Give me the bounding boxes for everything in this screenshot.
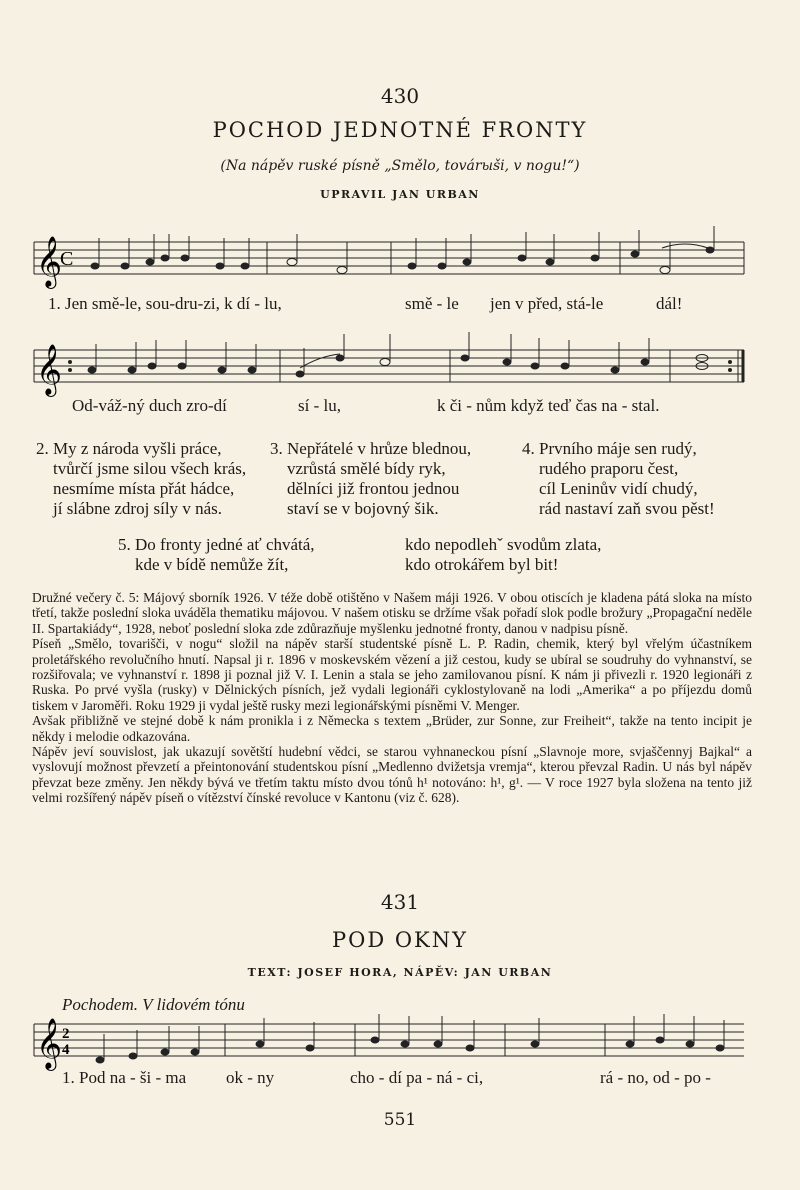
commentary-paragraph: Družné večery č. 5: Májový sborník 1926. V téže době otištěno v Našem máji 1926. V obou otiscích je kladena pátá sloka na místo třetí, takže poslední sloka uváděla thematiku májovou. V našem otisku se držíme však pořadí slok podle brožury „Propagační neděle II. Spartakiády“, 1928, neboť poslední sloka zde zdůrazňuje myšlenku jednotné fronty, danou v nadpisu písně. [32, 590, 752, 636]
music-staff-1 [30, 222, 750, 292]
commentary [32, 590, 752, 806]
treble-clef-icon: 𝄞 [36, 237, 63, 286]
lyric-part-4: rá - no, od - po - [600, 1068, 711, 1087]
song-number: 430 [380, 84, 420, 108]
lyric-part-3: cho - dí pa - ná - ci, [350, 1068, 484, 1087]
stanza-2: 2. My z národa vyšli práce, tvůrčí jsme silou všech krás, nesmíme místa přát hádce, jí slábne zdroj síly v nás. [36, 439, 247, 518]
lyric-part-2: ok - ny [226, 1068, 275, 1087]
lyric-line-2-part-1: Od-váž-ný duch zro-dí [72, 396, 227, 415]
lyric-line-2-part-3: k či - nům když teď čas na - stal. [437, 396, 660, 415]
time-signature-bottom: 4 [62, 1042, 70, 1058]
tempo-marking: Pochodem. V lidovém tónu [62, 995, 245, 1014]
stanza-4: 4. Prvního máje sen rudý, rudého praporu čest, cíl Leninův vidí chudý, rád nastaví zaň svou pěst! [522, 439, 715, 518]
lyric-part-1: 1. Pod na - ši - ma [62, 1068, 187, 1087]
commentary-paragraph: Avšak přibližně ve stejné době k nám pronikla i z Německa s textem „Brüder, zur Sonne, zur Freiheit“, takže na tento incipit je někdy i melodie odkazována. [32, 713, 752, 744]
time-signature: C [60, 248, 74, 270]
lyric-line-2-part-2: sí - lu, [298, 396, 341, 415]
treble-clef-icon: 𝄞 [36, 345, 63, 394]
lyric-line-1-part-1: 1. Jen smě-le, sou-dru-zi, k dí - lu, [48, 294, 282, 313]
stanza-5-right: kdo nepodlehˇ svodům zlata, kdo otrokářem byl bit! [405, 535, 602, 574]
song-subtitle: (Na nápěv ruské písně „Smělo, továrыši, v nogu!“) [220, 158, 580, 174]
song-credit: UPRAVIL JAN URBAN [320, 188, 480, 201]
song-number: 431 [380, 890, 420, 914]
lyric-line-1-part-3: jen v před, stá-le [490, 294, 604, 313]
page-number: 551 [383, 1110, 417, 1130]
music-staff-2 [30, 330, 750, 400]
stanza-5-left: 5. Do fronty jedné ať chvátá, kde v bídě nemůže žít, [118, 535, 315, 574]
treble-clef-icon: 𝄞 [36, 1019, 63, 1068]
commentary-paragraph: Píseň „Smělo, tovarišči, v nogu“ složil na nápěv starší studentské písně L. P. Radin, chemik, který byl vřelým účastníkem proletářského revolučního hnutí. Napsal ji r. 1896 v moskevském vězení a již cestou, kudy se ubíral se soudruhy do vyhnanství, se rozšiřovala; ve vyhnanství r. 1898 ji poznal již V. I. Lenin a stala se jeho zamilovanou písní. K nám ji přivezli r. 1920 legionáři z Ruska. Po prvé vyšla (rusky) v Dělnických písních, jež vydali legionáři cyklostylovaně na lodi „Amerika“ a po příjezdu domů tiskem v Jaroměři. Roku 1929 ji vydal ještě rusky mezi legionářskými písněmi V. Menger. [32, 636, 752, 713]
time-signature-top: 2 [62, 1026, 70, 1042]
song-title: POD OKNY [331, 928, 468, 952]
lyric-line-1-part-2: smě - le [405, 294, 459, 313]
song-title: POCHOD JEDNOTNÉ FRONTY [212, 118, 588, 142]
stanza-3: 3. Nepřátelé v hrůze blednou, vzrůstá smělé bídy ryk, dělníci již frontou jednou staví se v bojovný šik. [270, 439, 472, 518]
song-credit: TEXT: JOSEF HORA, NÁPĚV: JAN URBAN [247, 966, 553, 979]
commentary-paragraph: Nápěv jeví souvislost, jak ukazují sovětští hudební vědci, se starou vyhnaneckou písní „Slavnoje more, svjaščennyj Bajkal“ a vyslovují možnost převzetí a přeintonování studentskou písní „Medlenno dvižetsja vremja“, kterou převzal Radin. U nás byl nápěv převzat beze změny. Jen někdy bývá ve třetím taktu místo dvou tónů h¹ notováno: h¹, g¹. — V roce 1927 byla složena na tento již velmi rozšířený nápěv píseň o vítězství čínské revoluce v Kantonu (viz č. 628). [32, 744, 752, 806]
lyric-line-1-part-4: dál! [656, 294, 683, 313]
